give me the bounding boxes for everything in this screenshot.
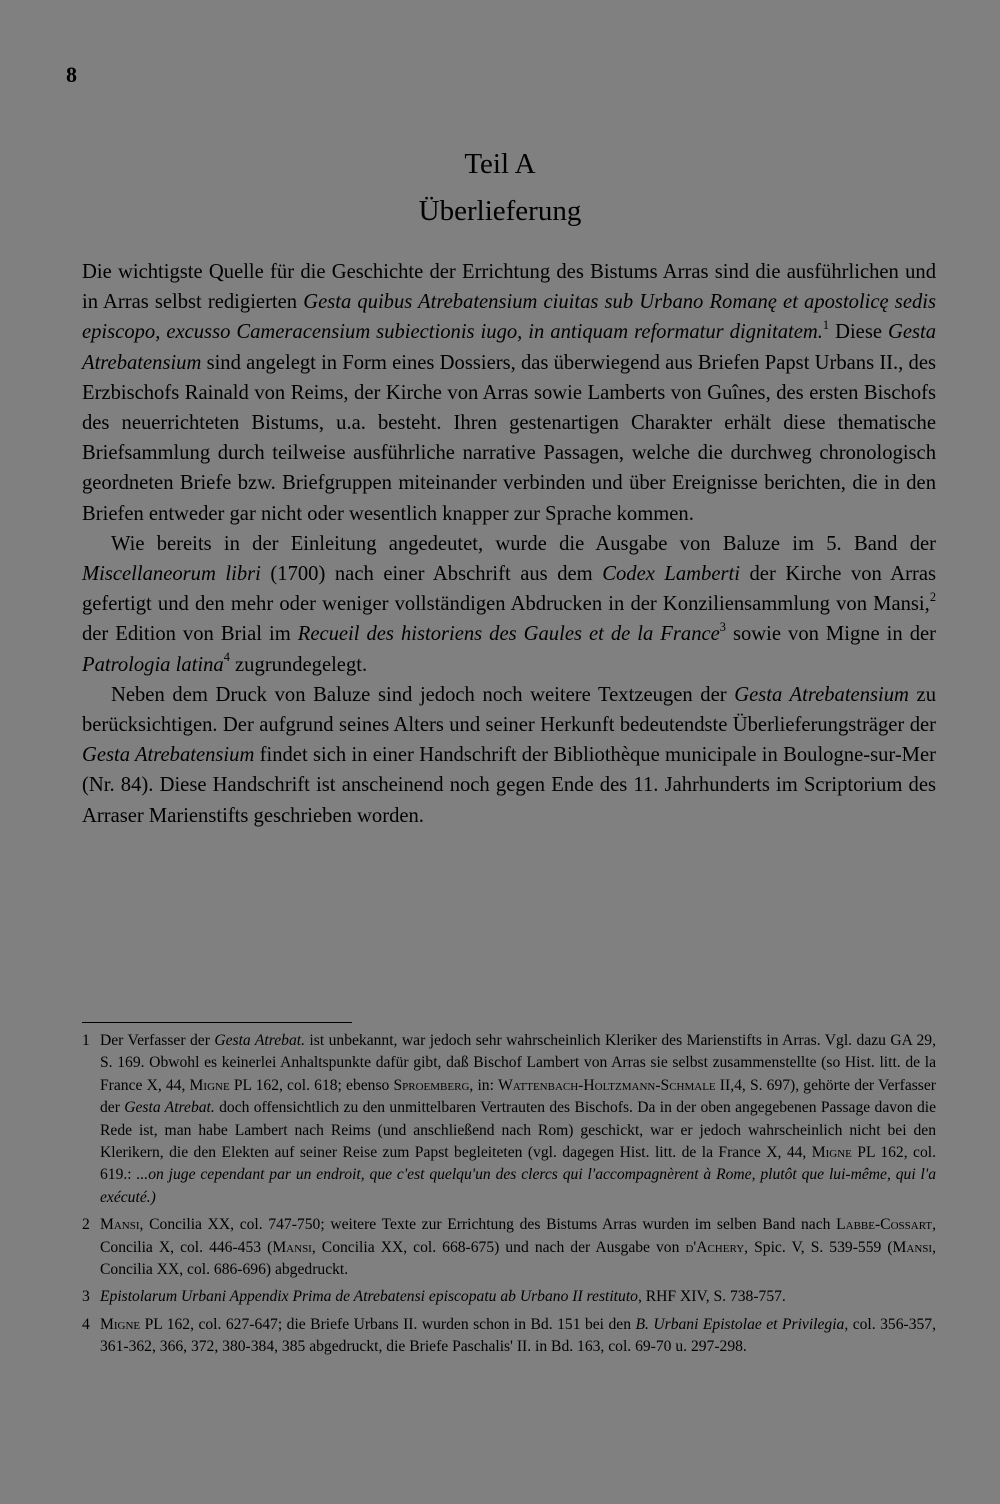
footnotes bbox=[82, 1030, 936, 1364]
italic-text: Gesta Atrebat. bbox=[124, 1099, 215, 1117]
text-run: findet sich in einer Handschrift der Bibliothèque municipale in Boulogne-sur-Mer (Nr. 84). Diese Handschrift ist anscheinend noch gegen Ende des 11. Jahrhunderts im Scriptorium des Arraser Marienstifts geschrieben worden. bbox=[82, 744, 936, 827]
author-name: Wattenbach-Holtzmann-Schmale bbox=[498, 1076, 716, 1094]
italic-text: Gesta Atrebatensium bbox=[734, 683, 909, 706]
italic-text: ...on juge cependant par un endroit, que c'est quelqu'un des clercs qui l'accompagnèrent à Rome, plutôt que lui-même, qui l'a exécuté.) bbox=[100, 1166, 936, 1206]
footnote-number: 3 bbox=[82, 1288, 90, 1306]
page-number: 8 bbox=[66, 62, 77, 87]
body-text bbox=[82, 257, 936, 831]
text-run: II,4, S. 697), gehörte der Verfasser der bbox=[100, 1076, 936, 1117]
italic-text: Codex Lamberti bbox=[602, 563, 740, 586]
footnote bbox=[82, 1214, 936, 1281]
italic-text: Recueil des historiens des Gaules et de la France bbox=[297, 623, 720, 646]
text-run: sowie von Migne in der bbox=[725, 623, 936, 646]
author-name: Mansi bbox=[272, 1238, 312, 1256]
author-name: Migne bbox=[189, 1076, 230, 1094]
text-run: doch offensichtlich zu den unmittelbaren Vertrauten des Bischofs. Da in der oben angegebenen Passage davon die Rede ist, man habe Lambert nach Reims (und anschließend nach Rom) geschickt, war er jedoch wahrscheinlich nicht bei den Klerikern, die den Elekten auf seiner Reise zum Papst begleiteten (vgl. dagegen Hist. litt. de la France X, 44, bbox=[100, 1099, 937, 1162]
footnote-number: 2 bbox=[82, 1216, 90, 1234]
text-run: der Kirche von Arras gefertigt und den mehr oder weniger vollständigen Abdrucken in der Konziliensammlung von Mansi, bbox=[82, 563, 936, 616]
text-run: Neben dem Druck von Baluze sind jedoch noch weitere Textzeugen der bbox=[111, 683, 735, 706]
footnote bbox=[82, 1286, 936, 1308]
author-name: Sproemberg bbox=[393, 1076, 470, 1094]
text-run: Diese bbox=[829, 321, 888, 344]
text-run: der Edition von Brial im bbox=[82, 623, 298, 646]
text-run: , col. 356-357, 361-362, 366, 372, 380-384, 385 abgedruckt, die Briefe Paschalis' II. in Bd. 163, col. 69-70 u. 297-298. bbox=[100, 1315, 936, 1356]
author-name: Mansi bbox=[892, 1238, 933, 1256]
author-name: d'Achery bbox=[685, 1238, 745, 1256]
text-run: , in: bbox=[469, 1076, 499, 1094]
paragraph bbox=[82, 680, 936, 831]
text-run: (1700) nach einer Abschrift aus dem bbox=[260, 563, 603, 586]
footnote-reference: 4 bbox=[223, 649, 230, 664]
text-run: , RHF XIV, S. 738-757. bbox=[637, 1288, 786, 1306]
italic-text: Epistolarum Urbani Appendix Prima de Atrebatensi episcopatu ab Urbano II restituto bbox=[100, 1288, 638, 1306]
italic-text: Gesta Atrebatensium bbox=[82, 321, 937, 374]
text-run: , Spic. V, S. 539-559 ( bbox=[744, 1238, 893, 1256]
italic-text: Gesta Atrebat. bbox=[214, 1032, 305, 1049]
text-run: ist unbekannt, war jedoch sehr wahrscheinlich Kleriker des Marienstifts in Arras. Vgl. dazu GA 29, S. 169. Obwohl es keinerlei Anhaltspunkte dafür gibt, daß Bischof Lambert von Arras sie selbst zusammenstellte (so Hist. litt. de la France X, 44, bbox=[100, 1032, 936, 1094]
footnote-text bbox=[100, 1316, 936, 1355]
author-name: Labbe-Cossart bbox=[836, 1216, 933, 1234]
italic-text: Gesta Atrebatensium bbox=[82, 744, 255, 767]
footnote-number: 1 bbox=[82, 1032, 90, 1049]
paragraph bbox=[82, 529, 936, 680]
author-name: Mansi bbox=[100, 1216, 140, 1234]
text-run: , Concilia X, col. 446-453 ( bbox=[100, 1216, 936, 1256]
text-run: Der Verfasser der bbox=[100, 1032, 215, 1049]
footnote bbox=[82, 1030, 936, 1209]
text-run: , Concilia XX, col. 747-750; weitere Texte zur Errichtung des Bistums Arras wurden im selben Band nach bbox=[139, 1216, 837, 1234]
footnote bbox=[82, 1314, 936, 1359]
footnote-reference: 3 bbox=[719, 619, 726, 634]
text-run: PL 162, col. 619.: bbox=[100, 1144, 936, 1184]
italic-text: Gesta quibus Atrebatensium ciuitas sub Urbano Romanę et apostolicę sedis episcopo, excusso Cameracensium subiectionis iugo, in antiquam reformatur dignitatem. bbox=[82, 291, 936, 344]
footnote-number: 4 bbox=[82, 1315, 90, 1333]
text-run: zu berücksichtigen. Der aufgrund seines Alters und seiner Herkunft bedeutendste Überlieferungsträger der bbox=[82, 683, 936, 737]
author-name: Migne bbox=[811, 1144, 852, 1162]
text-run: , Concilia XX, col. 668-675) und nach der Ausgabe von bbox=[311, 1238, 686, 1256]
text-run: Wie bereits in der Einleitung angedeutet, wurde die Ausgabe von Baluze im 5. Band der bbox=[111, 532, 936, 555]
text-run: zugrundegelegt. bbox=[229, 653, 368, 676]
italic-text: B. Urbani Epistolae et Privilegia bbox=[635, 1315, 845, 1333]
italic-text: Patrologia latina bbox=[82, 653, 224, 676]
page-title: Überlieferung bbox=[418, 195, 582, 227]
footnote-text bbox=[100, 1288, 786, 1305]
italic-text: Miscellaneorum libri bbox=[82, 563, 261, 586]
text-run: PL 162, col. 618; ebenso bbox=[229, 1076, 394, 1094]
part-heading: Teil A bbox=[464, 148, 536, 180]
footnote-text bbox=[100, 1032, 936, 1206]
paragraph bbox=[82, 257, 936, 529]
footnote-reference: 2 bbox=[929, 589, 936, 604]
text-run: , Concilia XX, col. 686-696) abgedruckt. bbox=[100, 1238, 936, 1279]
footnote-reference: 1 bbox=[822, 317, 830, 332]
author-name: Migne bbox=[100, 1315, 141, 1333]
text-run: Die wichtigste Quelle für die Geschichte der Errichtung des Bistums Arras sind die ausführlichen und in Arras selbst redigierten bbox=[82, 261, 936, 314]
footnote-text bbox=[100, 1216, 936, 1278]
footnote-divider bbox=[82, 1022, 352, 1023]
text-run: PL 162, col. 627-647; die Briefe Urbans II. wurden schon in Bd. 151 bei den bbox=[140, 1315, 636, 1333]
text-run: sind angelegt in Form eines Dossiers, das überwiegend aus Briefen Papst Urbans II., des Erzbischofs Rainald von Reims, der Kirche von Arras sowie Lamberts von Guînes, des ersten Bischofs des neuerrichteten Bistums, u.a. besteht. Ihren gestenartigen Charakter erhält diese thematische Briefsammlung durch teilweise ausführliche narrative Passagen, welche die durchweg chronologisch geordneten Briefe bzw. Briefgruppen miteinander verbinden und über Ereignisse berichten, die in den Briefen entweder gar nicht oder wesentlich knapper zur Sprache kommen. bbox=[82, 351, 936, 525]
